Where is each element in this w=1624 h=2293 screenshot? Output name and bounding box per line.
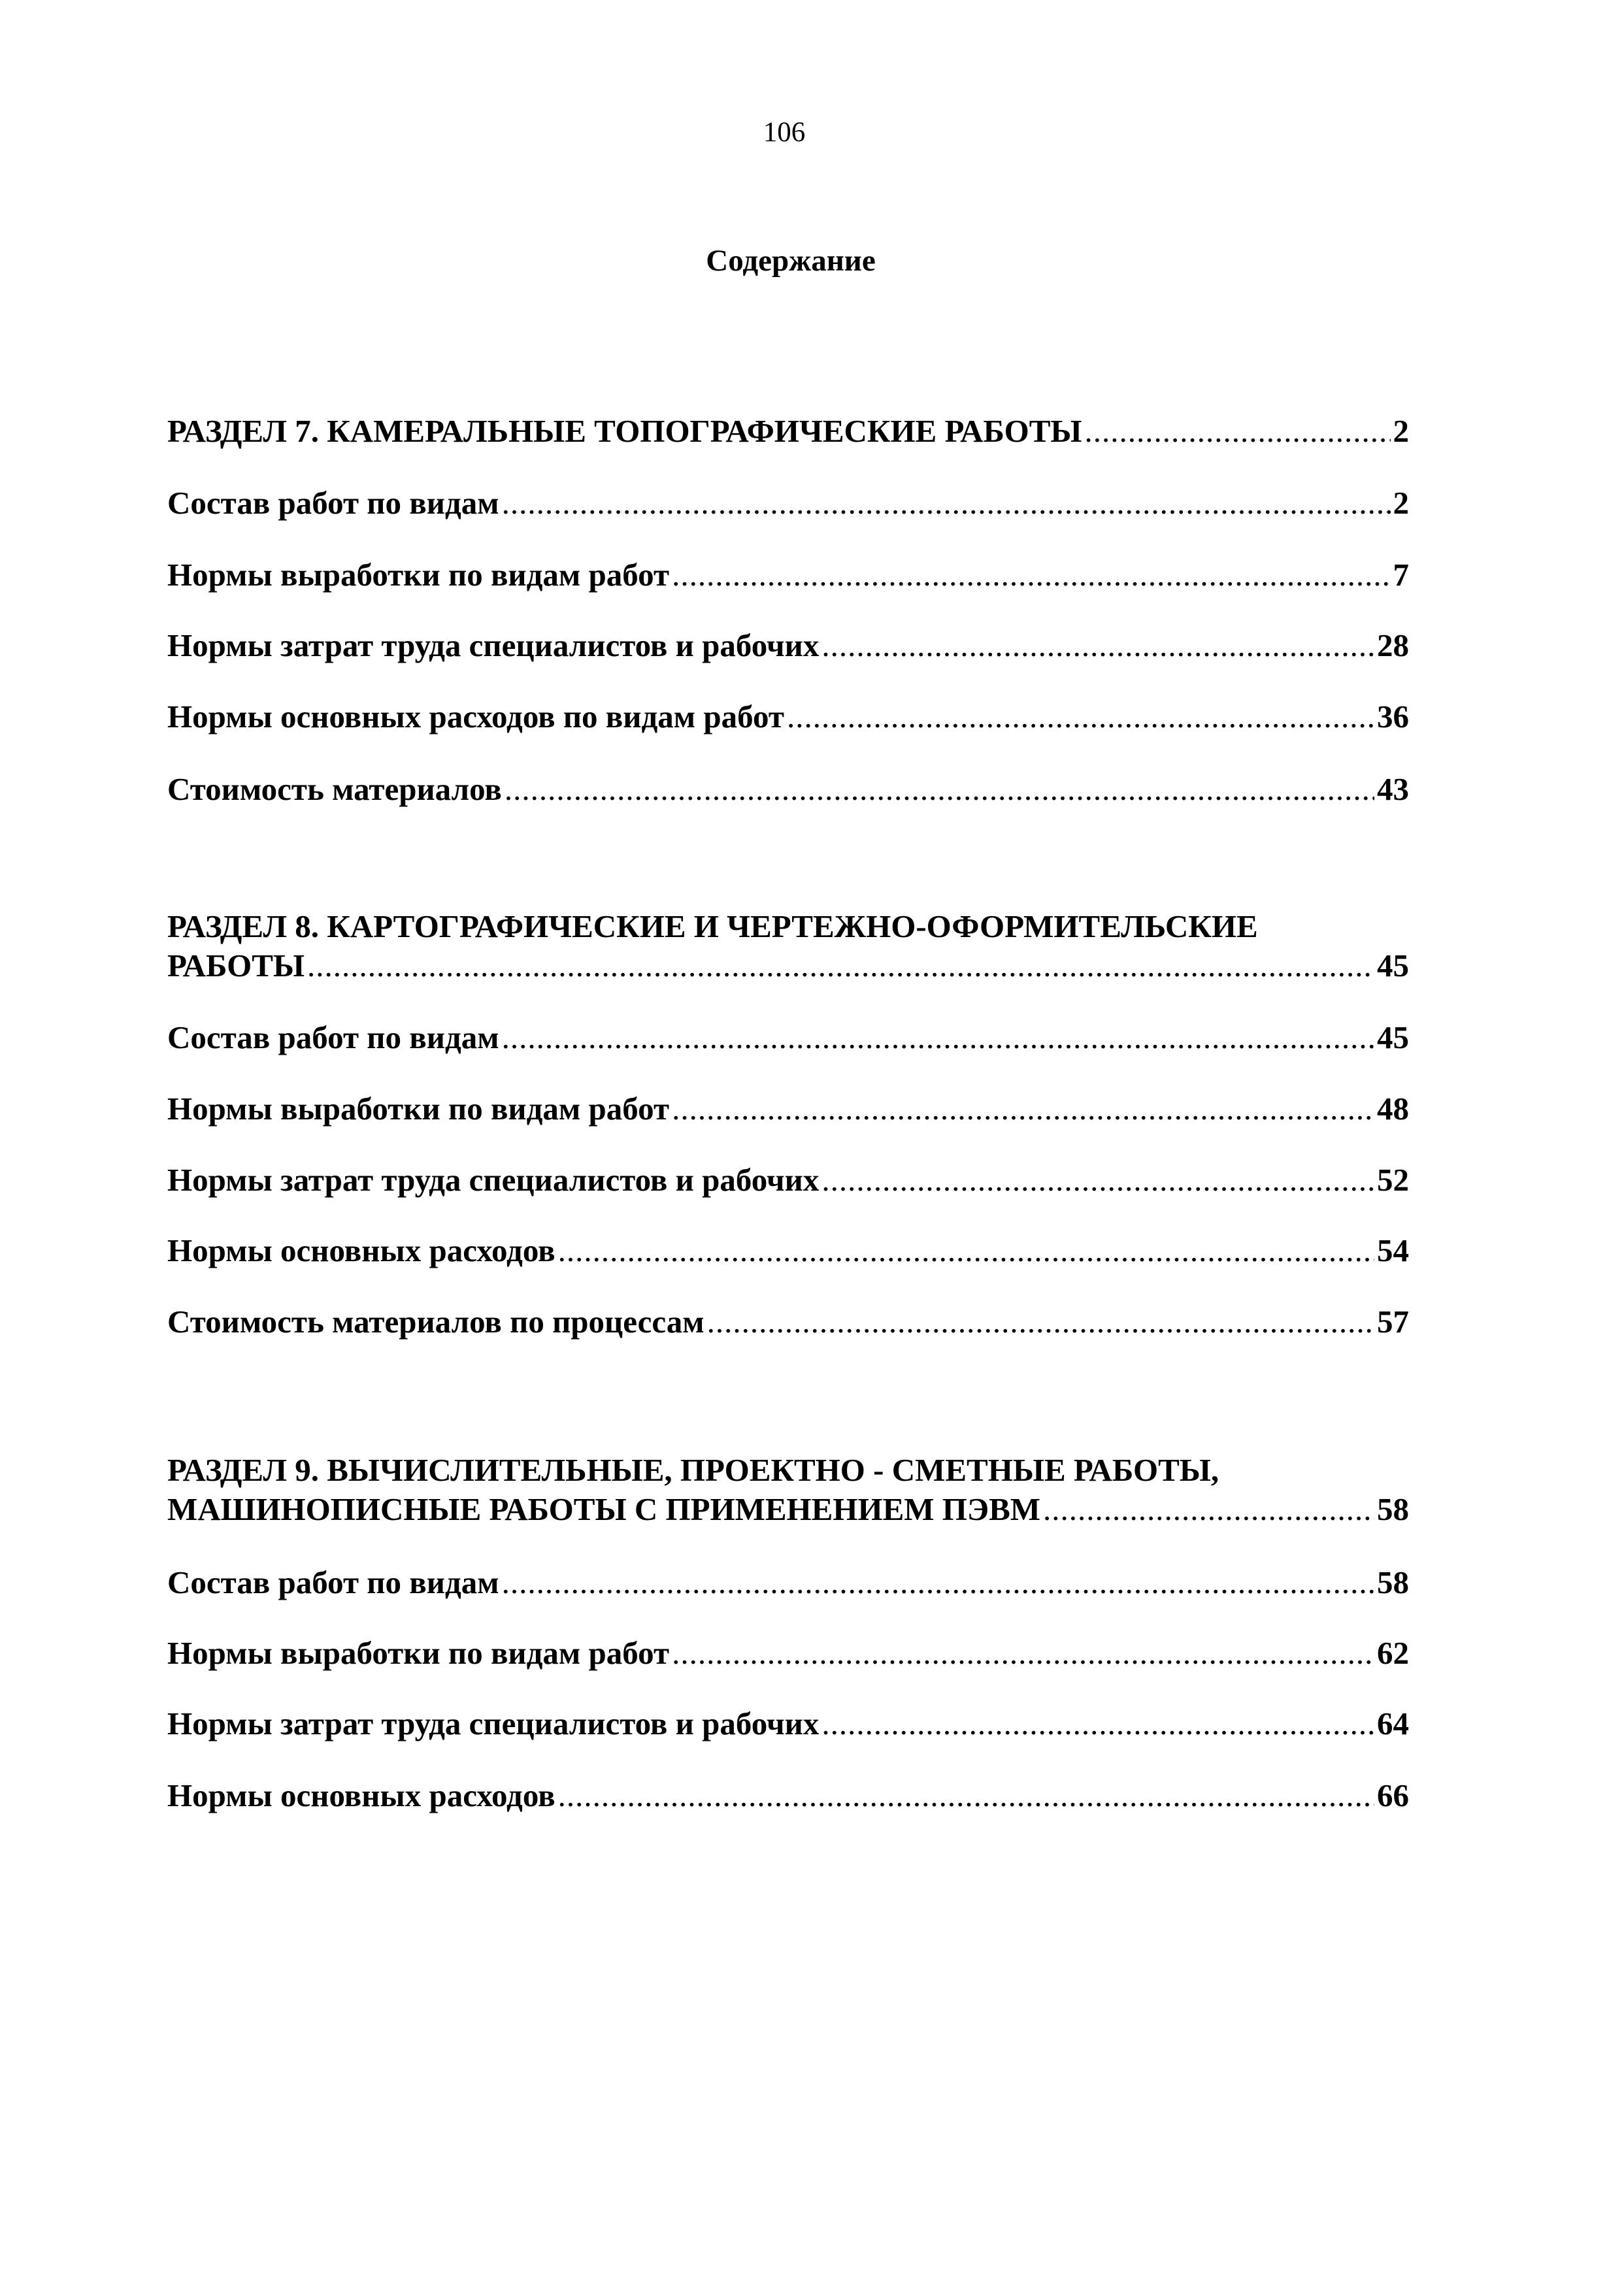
toc-item-label: Нормы выработки по видам работ [167, 1635, 670, 1671]
toc-item[interactable] [167, 1302, 1409, 1342]
toc-section-heading-text: РАБОТЫ [167, 948, 305, 983]
toc-item-label: Стоимость материалов [167, 771, 502, 807]
dot-leader [787, 697, 1374, 736]
dot-leader [672, 555, 1390, 595]
toc-item[interactable] [167, 555, 1409, 595]
toc-item-label: Нормы основных расходов [167, 1777, 555, 1813]
dot-leader [558, 1776, 1374, 1815]
toc-item-label: Состав работ по видам [167, 1019, 499, 1055]
dot-leader [502, 1563, 1374, 1602]
toc-item-label: Состав работ по видам [167, 485, 499, 521]
toc-item[interactable] [167, 1089, 1409, 1129]
toc-item[interactable] [167, 1563, 1409, 1602]
dot-leader [505, 770, 1374, 809]
toc-item[interactable] [167, 1161, 1409, 1200]
toc-page-number: 7 [1393, 557, 1409, 593]
toc-page-number: 48 [1377, 1091, 1409, 1127]
toc-page-number: 58 [1377, 1491, 1409, 1527]
toc-page-number: 57 [1377, 1304, 1409, 1340]
toc-page-number: 28 [1377, 627, 1409, 663]
toc-item[interactable] [167, 697, 1409, 736]
toc-page-number: 54 [1377, 1232, 1409, 1268]
toc-section-heading-text: РАЗДЕЛ 7. КАМЕРАЛЬНЫЕ ТОПОГРАФИЧЕСКИЕ РАБОТЫ [167, 413, 1082, 449]
toc-section-heading-text: РАЗДЕЛ 8. КАРТОГРАФИЧЕСКИЕ И ЧЕРТЕЖНО-ОФОРМИТЕЛЬСКИЕ [167, 908, 1258, 944]
dot-leader [1043, 1490, 1374, 1529]
toc-item-label: Нормы выработки по видам работ [167, 1091, 670, 1127]
dot-leader [307, 946, 1374, 985]
toc-section-8-heading-continued[interactable] [167, 946, 1409, 985]
toc-item[interactable] [167, 1634, 1409, 1673]
toc-section-heading-text: МАШИНОПИСНЫЕ РАБОТЫ С ПРИМЕНЕНИЕМ ПЭВМ [167, 1491, 1041, 1527]
toc-item-label: Нормы основных расходов [167, 1232, 555, 1268]
dot-leader [502, 484, 1391, 523]
toc-page-number: 66 [1377, 1777, 1409, 1813]
toc-page-number: 43 [1377, 771, 1409, 807]
dot-leader [821, 626, 1374, 665]
dot-leader [821, 1161, 1374, 1200]
toc-section-8-heading[interactable] [167, 907, 1409, 946]
toc-item[interactable] [167, 1231, 1409, 1270]
toc-item[interactable] [167, 1704, 1409, 1743]
dot-leader [672, 1634, 1374, 1673]
toc-section-9-heading[interactable] [167, 1451, 1409, 1490]
toc-page-number: 2 [1393, 485, 1409, 521]
dot-leader [672, 1089, 1374, 1129]
toc-page-number: 45 [1377, 948, 1409, 983]
toc-item-label: Нормы основных расходов по видам работ [167, 699, 784, 734]
toc-item-label: Нормы затрат труда специалистов и рабочих [167, 627, 820, 663]
dot-leader [821, 1704, 1374, 1743]
toc-item[interactable] [167, 1776, 1409, 1815]
toc-section-heading-text: РАЗДЕЛ 9. ВЫЧИСЛИТЕЛЬНЫЕ, ПРОЕКТНО - СМЕТНЫЕ РАБОТЫ, [167, 1452, 1219, 1488]
page-title: Содержание [706, 244, 876, 278]
toc-page-number: 52 [1377, 1162, 1409, 1198]
toc-item-label: Стоимость материалов по процессам [167, 1304, 704, 1340]
toc-page-number: 36 [1377, 699, 1409, 734]
page-number: 106 [763, 117, 806, 148]
dot-leader [502, 1018, 1374, 1057]
toc-page-number: 2 [1393, 413, 1409, 449]
dot-leader [1085, 412, 1391, 451]
toc-item[interactable] [167, 626, 1409, 665]
toc-page-number: 45 [1377, 1019, 1409, 1055]
toc-item[interactable] [167, 770, 1409, 809]
toc-page-number: 64 [1377, 1706, 1409, 1741]
toc-item-label: Состав работ по видам [167, 1564, 499, 1600]
toc-page-number: 62 [1377, 1635, 1409, 1671]
toc-item-label: Нормы затрат труда специалистов и рабочих [167, 1162, 820, 1198]
toc-section-7-heading[interactable] [167, 412, 1409, 451]
toc-item[interactable] [167, 1018, 1409, 1057]
dot-leader [707, 1302, 1374, 1342]
dot-leader [558, 1231, 1374, 1270]
toc-item[interactable] [167, 484, 1409, 523]
toc-page-number: 58 [1377, 1564, 1409, 1600]
toc-item-label: Нормы затрат труда специалистов и рабочих [167, 1706, 820, 1741]
toc-item-label: Нормы выработки по видам работ [167, 557, 670, 593]
toc-section-9-heading-continued[interactable] [167, 1490, 1409, 1529]
